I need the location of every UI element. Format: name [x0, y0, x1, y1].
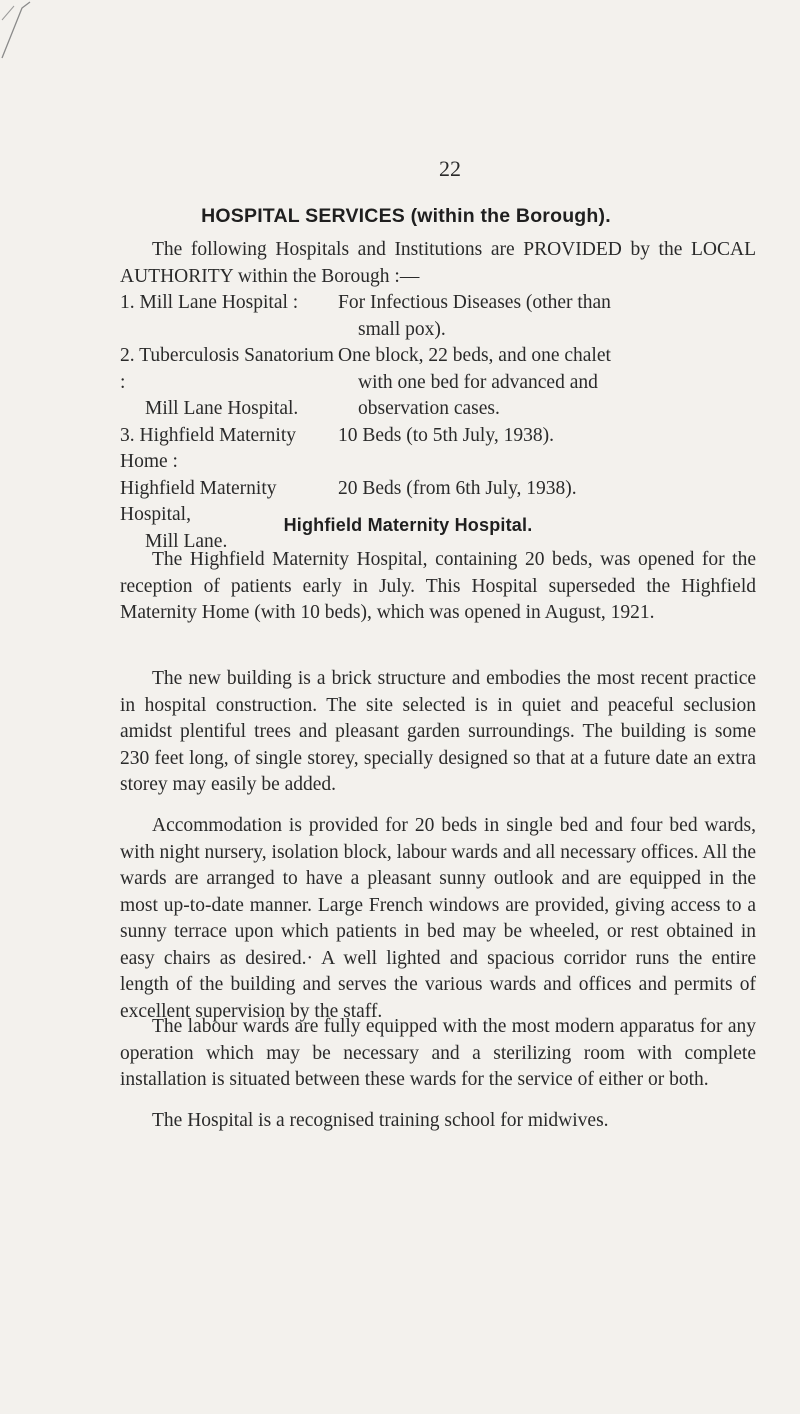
body-paragraph: The Hospital is a recognised training school for midwives. — [152, 1110, 609, 1131]
section-heading — [0, 515, 800, 536]
hospital-name — [120, 343, 338, 423]
page-number — [0, 156, 800, 182]
hospital-list-item — [120, 290, 760, 343]
hospital-description — [338, 423, 758, 476]
hospital-name-line: 2. Tuberculosis Sanatorium : — [120, 345, 334, 393]
body-paragraph: The labour wards are fully equipped with the most modern apparatus for any operation which may be necessary and a sterilizing room with complete installation is situated between these wards for the service of either or both. — [120, 1016, 756, 1090]
hospital-name-line: 1. Mill Lane Hospital : — [120, 292, 299, 313]
hospital-list-item — [120, 423, 760, 476]
hospital-description-line: with one bed for advanced and — [358, 371, 598, 393]
hospital-name — [120, 423, 338, 476]
hospital-name-line: Mill Lane Hospital. — [145, 398, 299, 419]
hospital-name-line: Mill Lane. — [145, 530, 228, 552]
hospital-list-item — [120, 343, 760, 423]
page-number-text: 22 — [439, 156, 461, 181]
intro-paragraph: The following Hospitals and Institutions are PROVIDED by the LOCAL AUTHORITY within the Borough :— — [120, 239, 756, 287]
hospital-description — [338, 290, 758, 343]
body-paragraph: The Highfield Maternity Hospital, containing 20 beds, was opened for the reception of patients early in July. This Hospital superseded the Highfield Maternity Home (with 10 beds), which was opened in August, 1921. — [120, 549, 756, 623]
hospital-description — [338, 343, 758, 423]
body-paragraph: The new building is a brick structure and embodies the most recent practice in hospital construction. The site selected is in quiet and peaceful seclusion amidst plentiful trees and pleasant garden surroundings. The building is some 230 feet long, of single storey, specially designed so that at a future date an extra storey may easily be added. — [120, 668, 756, 795]
hospital-description-line: 20 Beds (from 6th July, 1938). — [338, 477, 577, 499]
hospital-name — [120, 290, 338, 343]
page-title-text: HOSPITAL SERVICES (within the Borough). — [201, 205, 611, 227]
hospital-name-line: 3. Highfield Maternity Home : — [120, 424, 297, 472]
page-title — [0, 205, 800, 228]
body-paragraph: Accommodation is provided for 20 beds in single bed and four bed wards, with night nursery, isolation block, labour wards and all necessary offices. All the wards are arranged to have a pleasant sunny outlook and are equipped in the most up-to-date manner. Large French windows are provided, giving access to a sunny terrace upon which patients in bed may be wheeled, or rest obtained in easy chairs as desired.· A well lighted and spacious corridor runs the entire length of the building and serves the various wards and offices and permits of excellent supervision by the staff. — [120, 815, 756, 1022]
corner-pencil-mark — [0, 0, 40, 60]
hospital-description-line: One block, 22 beds, and one chalet — [338, 345, 611, 366]
hospital-description-line: small pox). — [358, 318, 446, 340]
hospital-description-line: For Infectious Diseases (other than — [338, 292, 611, 313]
hospital-description-line: 10 Beds (to 5th July, 1938). — [338, 424, 554, 446]
hospital-description-line: observation cases. — [358, 398, 500, 419]
hospital-name-line: Highfield Maternity Hospital, — [120, 477, 277, 525]
section-heading-text: Highfield Maternity Hospital. — [283, 515, 533, 535]
